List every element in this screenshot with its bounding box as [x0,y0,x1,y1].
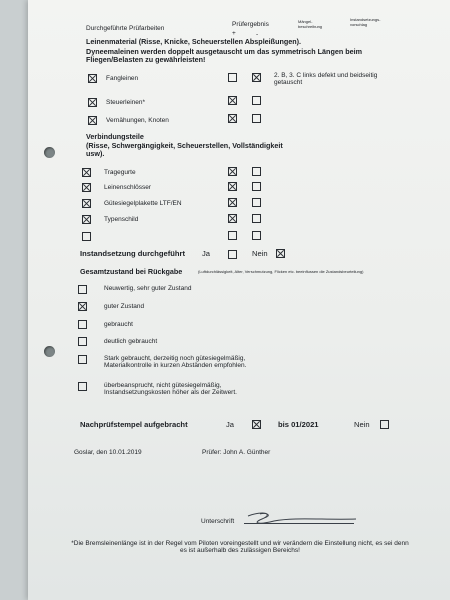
vernaehungen-checkbox[interactable] [88,116,97,125]
fangleinen-plus-checkbox[interactable] [228,73,237,82]
guetesiegel-plus-checkbox[interactable] [228,198,237,207]
repair-nein-checkbox[interactable] [276,249,285,258]
condition-neuwertig-label: Neuwertig, sehr guter Zustand [104,285,192,292]
fangleinen-minus-checkbox[interactable] [252,73,261,82]
condition-ueberbeansprucht-label: überbeansprucht, nicht gütesiegelmäßig, Instandsetzungskosten höher als der Zeitwert. [104,382,237,397]
condition-ueberbeansprucht-checkbox[interactable] [78,382,87,391]
footnote: *Die Bremsleinenlänge ist in der Regel vom Piloten voreingestellt und wir verändern die Einstellung nicht, es sei denn es ist außerhalb des zulässigen Bereichs! [71,540,409,555]
header-defect-label: Mängel- beschreibung [298,19,323,29]
header-plus: + [232,30,236,37]
repair-ja-checkbox[interactable] [228,250,237,259]
tragegurte-label: Tragegurte [104,169,136,176]
guetesiegel-minus-checkbox[interactable] [252,198,261,207]
connectors-section-title: Verbindungsteile [86,132,144,141]
lines-section-subtitle: Dyneemaleinen werden doppelt ausgetauscht um das symmetrisch Längen beim Fliegen/Belasten zu gewährleisten! [86,47,362,65]
signature-line [244,523,354,524]
leinenschloesser-plus-checkbox[interactable] [228,182,237,191]
leinenschloesser-checkbox[interactable] [82,183,91,192]
punch-hole-bottom [44,346,55,357]
guetesiegel-label: Gütesiegelplakette LTF/EN [104,200,182,207]
vernaehungen-plus-checkbox[interactable] [228,114,237,123]
condition-gebraucht-label: gebraucht [104,321,133,328]
typenschild-plus-checkbox[interactable] [228,214,237,223]
stamp-until: bis 01/2021 [278,420,319,429]
fangleinen-checkbox[interactable] [88,74,97,83]
extra-row-plus-checkbox[interactable] [228,231,237,240]
lines-section-title: Leinenmaterial (Risse, Knicke, Scheuerstellen Abspleißungen). [86,37,302,46]
condition-gebraucht-checkbox[interactable] [78,320,87,329]
inspection-sheet [28,0,450,600]
tragegurte-plus-checkbox[interactable] [228,167,237,176]
typenschild-label: Typenschild [104,216,139,223]
steuerleinen-label: Steuerleinen* [106,99,146,106]
header-result-label: Prüfergebnis [232,21,269,28]
condition-deutlich-label: deutlich gebraucht [104,338,158,345]
extra-row-checkbox[interactable] [82,232,91,241]
connectors-section-subtitle: (Risse, Schwergängigkeit, Scheuerstellen, Vollständigkeit usw). [86,141,283,159]
condition-stark-checkbox[interactable] [78,355,87,364]
vernaehungen-label: Vernähungen, Knoten [106,117,169,124]
condition-deutlich-checkbox[interactable] [78,337,87,346]
signature-label: Unterschrift [201,518,235,525]
condition-gut-checkbox[interactable] [78,302,87,311]
leinenschloesser-label: Leinenschlösser [104,184,151,191]
steuerleinen-minus-checkbox[interactable] [252,96,261,105]
stamp-nein-checkbox[interactable] [380,420,389,429]
stamp-ja-checkbox[interactable] [252,420,261,429]
examiner: Prüfer: John A. Günther [202,449,271,456]
stamp-label: Nachprüfstempel aufgebracht [80,420,188,429]
overall-title: Gesamtzustand bei Rückgabe [80,267,183,276]
fangleinen-label: Fangleinen [106,75,139,82]
signature-scribble [244,508,364,528]
leinenschloesser-minus-checkbox[interactable] [252,182,261,191]
condition-gut-label: guter Zustand [104,303,145,310]
header-minus: - [256,31,259,38]
overall-note: (Luftdurchlässigkeit, Alter, Verschmutzung, Flicken etc. beeinflussen die Zustandsbeurteilung) [198,269,364,274]
condition-stark-label: Stark gebraucht, derzeitig noch gütesiegelmäßig, Materialkontrolle in kurzen Abständen empfohlen. [104,355,247,370]
tragegurte-checkbox[interactable] [82,168,91,177]
header-work-label: Durchgeführte Prüfarbeiten [86,25,165,32]
vernaehungen-minus-checkbox[interactable] [252,114,261,123]
steuerleinen-plus-checkbox[interactable] [228,96,237,105]
repair-label: Instandsetzung durchgeführt [80,249,186,258]
repair-nein-label: Nein [252,249,268,258]
stamp-nein-label: Nein [354,420,370,429]
steuerleinen-checkbox[interactable] [88,98,97,107]
guetesiegel-checkbox[interactable] [82,199,91,208]
typenschild-checkbox[interactable] [82,215,91,224]
typenschild-minus-checkbox[interactable] [252,214,261,223]
header-repair-label: Instandsetzungs- vorschlag [350,17,381,27]
fangleinen-note: 2. B, 3. C links defekt und beidseitig getauscht [274,72,378,87]
repair-ja-label: Ja [202,249,211,258]
tragegurte-minus-checkbox[interactable] [252,167,261,176]
place-date: Goslar, den 10.01.2019 [74,449,142,456]
stamp-ja-label: Ja [226,420,235,429]
condition-neuwertig-checkbox[interactable] [78,285,87,294]
punch-hole-top [44,147,55,158]
extra-row-minus-checkbox[interactable] [252,231,261,240]
